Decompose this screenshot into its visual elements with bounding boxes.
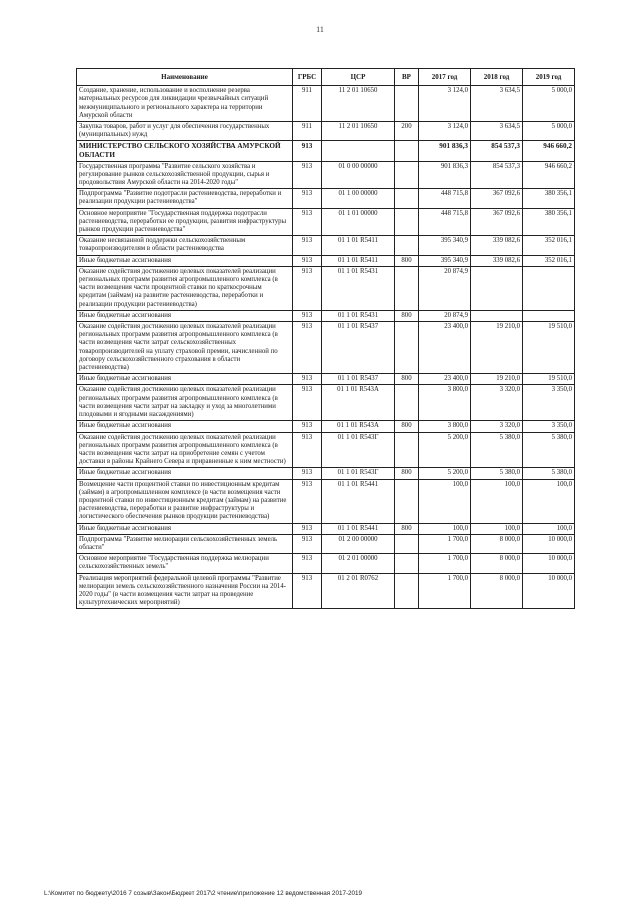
cell-y2019: 5 380,0 <box>523 468 575 479</box>
cell-vr <box>395 534 419 553</box>
cell-y2019: 380 356,1 <box>523 208 575 236</box>
cell-csr: 01 1 01 R5411 <box>322 236 395 255</box>
table-row <box>77 479 575 523</box>
header-2018: 2018 год <box>471 69 523 86</box>
table-row <box>77 534 575 553</box>
cell-y2017: 448 715,8 <box>419 208 471 236</box>
cell-y2018: 339 082,6 <box>471 255 523 266</box>
table-header-row <box>77 69 575 86</box>
cell-name: Закупка товаров, работ и услуг для обеспечения государственных (муниципальных) нужд <box>77 122 293 141</box>
cell-grbs: 913 <box>293 554 322 573</box>
cell-y2018: 3 320,0 <box>471 421 523 432</box>
cell-csr: 01 1 01 R5437 <box>322 374 395 385</box>
cell-name: Оказание содействия достижению целевых показателей реализации региональных программ развития агропромышленного комплекса (в части возмещения части процентной ставки по краткосрочным кредитам (займам) на развитие растениеводства, переработки и реализации продукции растениеводства) <box>77 266 293 310</box>
table-row <box>77 432 575 468</box>
cell-y2019: 3 350,0 <box>523 421 575 432</box>
cell-y2017: 395 340,9 <box>419 236 471 255</box>
cell-csr: 01 1 01 R5441 <box>322 523 395 534</box>
cell-csr: 01 1 01 R5441 <box>322 479 395 523</box>
cell-name: МИНИСТЕРСТВО СЕЛЬСКОГО ХОЗЯЙСТВА АМУРСКОЙ ОБЛАСТИ <box>77 141 293 161</box>
header-grbs: ГРБС <box>293 69 322 86</box>
cell-name: Создание, хранение, использование и восполнение резерва материальных ресурсов для ликвидации чрезвычайных ситуаций межмуниципального и регионального характера на территории Амурской области <box>77 86 293 122</box>
cell-grbs: 913 <box>293 255 322 266</box>
cell-y2017: 395 340,9 <box>419 255 471 266</box>
table-row <box>77 554 575 573</box>
cell-vr <box>395 161 419 189</box>
cell-vr <box>395 208 419 236</box>
cell-y2018: 367 092,6 <box>471 208 523 236</box>
cell-y2017: 3 800,0 <box>419 385 471 421</box>
table-row <box>77 86 575 122</box>
cell-vr: 800 <box>395 468 419 479</box>
cell-grbs: 913 <box>293 141 322 161</box>
cell-y2017: 3 800,0 <box>419 421 471 432</box>
budget-table <box>76 68 575 609</box>
cell-y2019: 5 000,0 <box>523 122 575 141</box>
cell-csr: 01 1 01 R543Г <box>322 432 395 468</box>
cell-y2018 <box>471 310 523 321</box>
cell-csr: 01 1 01 R5431 <box>322 310 395 321</box>
cell-csr: 11 2 01 10650 <box>322 86 395 122</box>
cell-name: Оказание содействия достижению целевых показателей реализации региональных программ развития агропромышленного комплекса (в части возмещения части затрат сельскохозяйственных товаропроизводителей на уплату страховой премии, начисленной по договору сельскохозяйственного страхования в области растениеводства) <box>77 322 293 374</box>
cell-y2019: 10 000,0 <box>523 573 575 609</box>
cell-grbs: 913 <box>293 523 322 534</box>
cell-name: Иные бюджетные ассигнования <box>77 468 293 479</box>
cell-grbs: 913 <box>293 432 322 468</box>
cell-y2019: 100,0 <box>523 523 575 534</box>
cell-y2019: 352 016,1 <box>523 255 575 266</box>
cell-y2019: 946 660,2 <box>523 161 575 189</box>
cell-y2018: 5 380,0 <box>471 468 523 479</box>
cell-csr: 01 1 00 00000 <box>322 189 395 208</box>
cell-grbs: 913 <box>293 310 322 321</box>
cell-vr <box>395 432 419 468</box>
table-row <box>77 236 575 255</box>
cell-vr: 800 <box>395 374 419 385</box>
cell-y2019: 19 510,0 <box>523 374 575 385</box>
cell-grbs: 913 <box>293 468 322 479</box>
cell-csr <box>322 141 395 161</box>
cell-name: Оказание содействия достижению целевых показателей реализации региональных программ развития агропромышленного комплекса (в части возмещения части затрат на закладку и уход за многолетними плодовыми и ягодными насаждениями) <box>77 385 293 421</box>
cell-grbs: 913 <box>293 374 322 385</box>
cell-csr: 01 1 01 00000 <box>322 208 395 236</box>
cell-name: Иные бюджетные ассигнования <box>77 523 293 534</box>
cell-y2017: 23 400,0 <box>419 374 471 385</box>
cell-grbs: 913 <box>293 573 322 609</box>
cell-vr: 800 <box>395 421 419 432</box>
cell-grbs: 913 <box>293 266 322 310</box>
cell-y2017: 901 836,3 <box>419 161 471 189</box>
cell-vr: 800 <box>395 310 419 321</box>
cell-y2018: 367 092,6 <box>471 189 523 208</box>
cell-y2017: 3 124,0 <box>419 122 471 141</box>
cell-vr: 200 <box>395 122 419 141</box>
cell-y2019: 5 000,0 <box>523 86 575 122</box>
cell-vr <box>395 189 419 208</box>
cell-vr <box>395 236 419 255</box>
cell-y2017: 20 874,9 <box>419 310 471 321</box>
header-name: Наименование <box>77 69 293 86</box>
cell-vr <box>395 479 419 523</box>
table-row <box>77 523 575 534</box>
cell-vr: 800 <box>395 523 419 534</box>
cell-y2017: 901 836,3 <box>419 141 471 161</box>
cell-vr <box>395 86 419 122</box>
cell-y2019 <box>523 266 575 310</box>
cell-csr: 01 1 01 R5437 <box>322 322 395 374</box>
cell-grbs: 913 <box>293 208 322 236</box>
cell-y2018: 3 634,5 <box>471 86 523 122</box>
cell-vr <box>395 266 419 310</box>
cell-name: Иные бюджетные ассигнования <box>77 421 293 432</box>
cell-y2017: 3 124,0 <box>419 86 471 122</box>
cell-y2017: 1 700,0 <box>419 554 471 573</box>
table-row <box>77 141 575 161</box>
cell-vr <box>395 322 419 374</box>
cell-grbs: 913 <box>293 189 322 208</box>
header-vr: ВР <box>395 69 419 86</box>
cell-grbs: 911 <box>293 122 322 141</box>
table-row <box>77 266 575 310</box>
cell-name: Оказание содействия достижению целевых показателей реализации региональных программ развития агропромышленного комплекса (в части возмещения части затрат на приобретение семян с учетом доставки в районы Крайнего Севера и приравненные к ним местности) <box>77 432 293 468</box>
cell-y2019: 100,0 <box>523 479 575 523</box>
cell-name: Реализация мероприятий федеральной целевой программы "Развитие мелиорации земель сельскохозяйственного назначения России на 2014-2020 годы" (в части возмещения части затрат на проведение культуртехнических мероприятий) <box>77 573 293 609</box>
cell-csr: 01 1 01 R543Г <box>322 468 395 479</box>
cell-name: Государственная программа "Развитие сельского хозяйства и регулирование рынков сельскохозяйственной продукции, сырья и продовольствия Амурской области на 2014-2020 годы" <box>77 161 293 189</box>
cell-vr <box>395 141 419 161</box>
header-2019: 2019 год <box>523 69 575 86</box>
cell-y2017: 448 715,8 <box>419 189 471 208</box>
cell-grbs: 913 <box>293 385 322 421</box>
cell-y2017: 1 700,0 <box>419 534 471 553</box>
cell-y2019: 380 356,1 <box>523 189 575 208</box>
cell-y2019: 3 350,0 <box>523 385 575 421</box>
cell-y2017: 23 400,0 <box>419 322 471 374</box>
cell-y2017: 5 200,0 <box>419 468 471 479</box>
cell-grbs: 911 <box>293 86 322 122</box>
cell-grbs: 913 <box>293 421 322 432</box>
table-row <box>77 385 575 421</box>
cell-csr: 01 2 01 R0762 <box>322 573 395 609</box>
cell-name: Основное мероприятие "Государственная поддержка подотрасли растениеводства, переработки ее продукции, развития инфраструктуры рынков продукции растениеводства" <box>77 208 293 236</box>
header-2017: 2017 год <box>419 69 471 86</box>
cell-grbs: 913 <box>293 161 322 189</box>
table-row <box>77 255 575 266</box>
cell-y2019: 10 000,0 <box>523 554 575 573</box>
cell-vr <box>395 554 419 573</box>
page-number: 11 <box>316 25 324 34</box>
cell-csr: 01 1 01 R543A <box>322 385 395 421</box>
cell-y2018: 8 000,0 <box>471 534 523 553</box>
header-csr: ЦСР <box>322 69 395 86</box>
table-row <box>77 208 575 236</box>
table-row <box>77 374 575 385</box>
table-row <box>77 468 575 479</box>
cell-y2018: 854 537,3 <box>471 141 523 161</box>
table-row <box>77 421 575 432</box>
cell-vr <box>395 385 419 421</box>
cell-y2019: 352 016,1 <box>523 236 575 255</box>
cell-y2019 <box>523 310 575 321</box>
cell-y2018: 854 537,3 <box>471 161 523 189</box>
cell-grbs: 913 <box>293 534 322 553</box>
cell-y2019: 10 000,0 <box>523 534 575 553</box>
cell-y2017: 100,0 <box>419 523 471 534</box>
cell-y2018: 5 380,0 <box>471 432 523 468</box>
cell-y2018: 339 082,6 <box>471 236 523 255</box>
cell-name: Иные бюджетные ассигнования <box>77 310 293 321</box>
cell-name: Подпрограмма "Развитие мелиорации сельскохозяйственных земель области" <box>77 534 293 553</box>
cell-y2017: 20 874,9 <box>419 266 471 310</box>
cell-csr: 01 1 01 R543A <box>322 421 395 432</box>
cell-csr: 01 0 00 00000 <box>322 161 395 189</box>
table-row <box>77 189 575 208</box>
table-row <box>77 161 575 189</box>
cell-y2018: 19 210,0 <box>471 374 523 385</box>
cell-y2017: 5 200,0 <box>419 432 471 468</box>
cell-y2019: 19 510,0 <box>523 322 575 374</box>
cell-vr: 800 <box>395 255 419 266</box>
cell-y2018: 3 320,0 <box>471 385 523 421</box>
footer-file-path: L:\Комитет по бюджету\2016 7 созыв\Закон\Бюджет 2017\2 чтение\приложение 12 ведомственная 2017-2019 <box>44 890 363 897</box>
cell-y2018 <box>471 266 523 310</box>
cell-csr: 11 2 01 10650 <box>322 122 395 141</box>
cell-y2018: 100,0 <box>471 479 523 523</box>
cell-grbs: 913 <box>293 322 322 374</box>
cell-name: Иные бюджетные ассигнования <box>77 255 293 266</box>
cell-csr: 01 1 01 R5411 <box>322 255 395 266</box>
cell-csr: 01 2 00 00000 <box>322 534 395 553</box>
cell-vr <box>395 573 419 609</box>
table-row <box>77 310 575 321</box>
cell-name: Основное мероприятие "Государственная поддержка мелиорации сельскохозяйственных земель" <box>77 554 293 573</box>
cell-name: Иные бюджетные ассигнования <box>77 374 293 385</box>
table-row <box>77 573 575 609</box>
cell-name: Возмещение части процентной ставки по инвестиционным кредитам (займам) в агропромышленном комплексе (в части возмещения части процентной ставки по инвестиционным кредитам (займам) на развитие растениеводства, переработки и развитие инфраструктуры и логистического обеспечения рынков продукции растениеводства) <box>77 479 293 523</box>
cell-csr: 01 2 01 00000 <box>322 554 395 573</box>
cell-y2019: 946 660,2 <box>523 141 575 161</box>
table-row <box>77 322 575 374</box>
cell-y2019: 5 380,0 <box>523 432 575 468</box>
cell-csr: 01 1 01 R5431 <box>322 266 395 310</box>
cell-y2018: 3 634,5 <box>471 122 523 141</box>
cell-grbs: 913 <box>293 479 322 523</box>
cell-y2018: 19 210,0 <box>471 322 523 374</box>
cell-y2018: 100,0 <box>471 523 523 534</box>
table-row <box>77 122 575 141</box>
cell-name: Оказание несвязанной поддержки сельскохозяйственным товаропроизводителям в области растениеводства <box>77 236 293 255</box>
cell-name: Подпрограмма "Развитие подотрасли растениеводства, переработки и реализации продукции растениеводства" <box>77 189 293 208</box>
cell-y2018: 8 000,0 <box>471 554 523 573</box>
cell-grbs: 913 <box>293 236 322 255</box>
cell-y2018: 8 000,0 <box>471 573 523 609</box>
cell-y2017: 100,0 <box>419 479 471 523</box>
cell-y2017: 1 700,0 <box>419 573 471 609</box>
